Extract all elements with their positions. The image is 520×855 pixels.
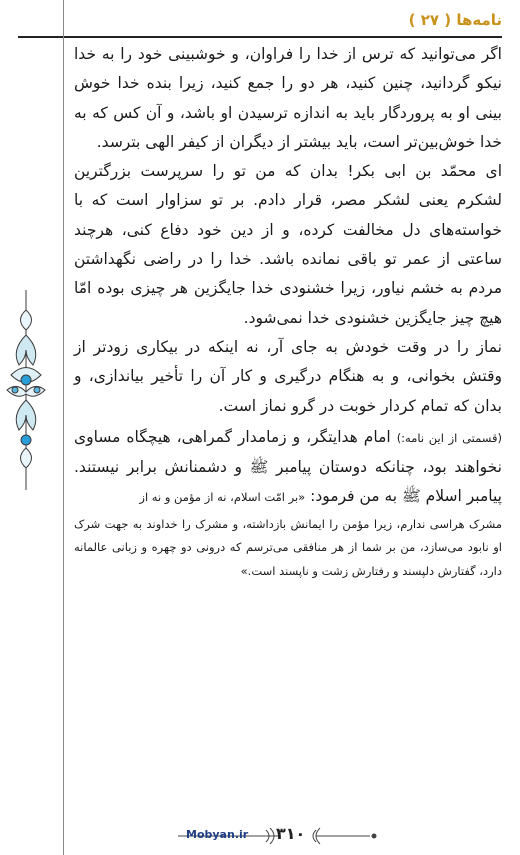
paragraph: نماز را در وقت خودش به جای آر، نه اینکه در بیکاری زودتر از وقتش بخوانی، و به هنگام درگیری و کار آن را تأخیر بیاندازی، و بدان که تمام کردار خوبت در گرو نماز است. [74,337,502,415]
chapter-title: نامه‌ها ( ۲۷ ) [408,11,502,29]
main-text [74,40,502,584]
paragraph: اگر می‌توانید که ترس از خدا را فراوان، و خوشبینی خود را به خدا نیکو گردانید، چنین کنید، هر دو را جمع کنید، زیرا بنده خدا خوش بینی او به پروردگار باید به اندازه ترسیدن او باشد، و آن کس که به خدا خوش‌بین‌تر است، باید بیشتر از دیگران از کیفر الهی بترسد. [74,45,502,151]
header-rule [18,36,502,38]
margin-ornament-icon [5,290,47,490]
extract-note: (قسمتی از این نامه:) [396,430,503,445]
margin-line [63,0,64,855]
paragraph-text: امام هدایتگر، و زمامدار گمراهی، هیچگاه مساوی نخواهند بود، چنانکه دوستان پیامبر ﷺ و دشمنانش برابر نیستند. پیامبر اسلام ﷺ به من فرمود: [74,427,502,506]
quote-block: مشرک هراسی ندارم، زیرا مؤمن را ایمانش بازداشته، و مشرک را خداوند به جهت شرک او نابود می‌سازد، من بر شما از هر منافقی می‌ترسم که درونی دو چهره و زبانی عالمانه دارد، گفتارش دلپسند و رفتارش زشت و ناپسند است.» [74,516,502,578]
paragraph [74,423,502,513]
site-label: Mobyan.ir [186,828,249,841]
quote-start: «بر امّت اسلام، نه از مؤمن و نه از [139,490,306,505]
page-header [18,10,502,34]
paragraph: ای محمّد بن ابی بکر! بدان که من تو را سرپرست بزرگترین لشکرم یعنی لشکر مصر، قرار دادم. بر تو سزاوار است که با خواسته‌های دل مخالفت کرده، و از دین خود دفاع کنی، هرچند ساعتی از عمر تو باقی نمانده باشد. خدا را در راضی نگهداشتن مردم به خشم نیاور، زیرا خشنودی خدا جایگزین هر چیزی بوده امّا هیچ چیز جایگزین خشنودی خدا نمی‌شود. [74,162,502,327]
page-number: ۳۱۰ [276,824,306,843]
footer-ornament-icon [120,820,380,848]
